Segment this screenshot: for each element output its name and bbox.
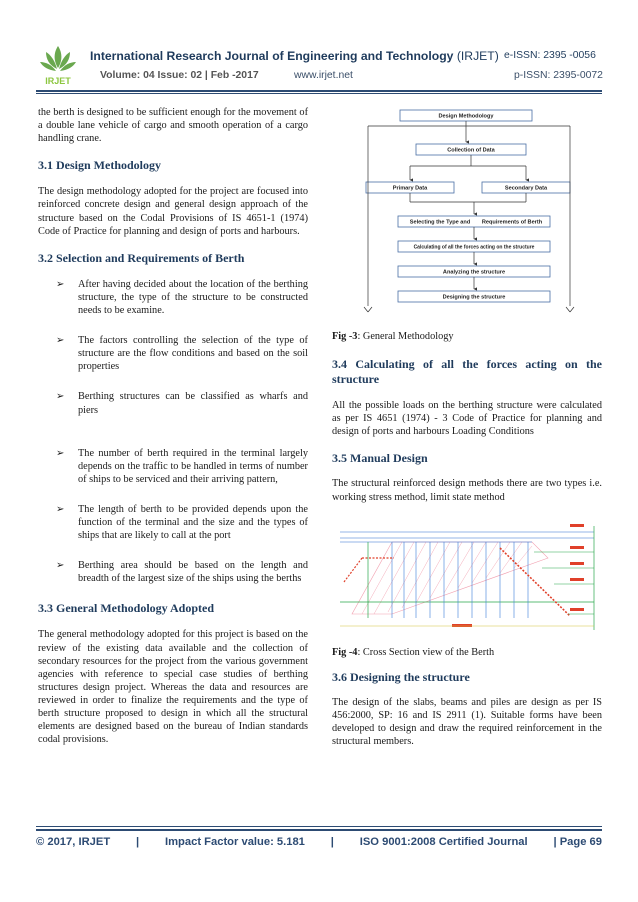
berth-cross-section <box>332 518 600 636</box>
section-3-5-title: 3.5 Manual Design <box>332 451 428 466</box>
right-column-lower <box>332 646 602 749</box>
section-3-5-text: The structural reinforced design methods there are two types i.e. working stress method, limit state method <box>332 478 602 503</box>
section-3-2-title: 3.2 Selection and Requirements of Berth <box>38 250 245 265</box>
svg-text:Design Methodology: Design Methodology <box>438 113 494 120</box>
section-3-3-title: 3.3 General Methodology Adopted <box>38 601 214 616</box>
page-number: | Page 69 <box>553 836 602 848</box>
right-column <box>332 330 602 504</box>
svg-text:Selecting the Type and: Selecting the Type and <box>409 219 471 226</box>
intro-paragraph: the berth is designed to be sufficient enough for the movement of a double lane vehicle of cargo and smooth operation of a cargo handling crane. <box>38 107 308 145</box>
section-3-6-text: The design of the slabs, beams and piles are design as per IS 456:2000, SP: 16 and IS 2911 (1). Suitable forms have been developed to design and draw the required reinforcement in the structural members. <box>332 697 602 748</box>
list-item: ➢ The number of berth required in the terminal largely depends on the traffic to be handled in terms of number of ships to be serviced and their arriving pattern, <box>38 447 308 486</box>
svg-text:Primary Data: Primary Data <box>392 185 428 192</box>
header-rule-thin <box>36 93 602 94</box>
svg-text:Collection of Data: Collection of Data <box>447 147 495 154</box>
footer-separator: | <box>330 836 334 848</box>
footer-separator: | <box>136 836 140 848</box>
journal-name: International Research Journal of Engineering and Technology <box>90 49 454 63</box>
pissn: p-ISSN: 2395-0072 <box>514 70 603 81</box>
list-item: ➢ Berthing area should be based on the length and breadth of the largest size of the ships using the berths <box>38 559 308 585</box>
methodology-flowchart <box>332 106 602 316</box>
svg-text:IRJET: IRJET <box>45 76 71 86</box>
website-link[interactable]: www.irjet.net <box>294 70 353 81</box>
section-3-6-title: 3.6 Designing the structure <box>332 670 470 685</box>
section-3-1-text: The design methodology adopted for the project are focused into reinforced concrete design and general design approach of the structure based on the Codal Provisions of IS 4651-1 (1974) Code of Practice for planning and design of ports and harbours. <box>38 186 308 237</box>
header-rule <box>36 90 602 92</box>
page-footer <box>36 836 602 848</box>
footer-rule <box>36 829 602 831</box>
iso-certification: ISO 9001:2008 Certified Journal <box>359 836 528 848</box>
list-item: ➢ Berthing structures can be classified as wharfs and piers <box>38 390 308 416</box>
volume-issue: Volume: 04 Issue: 02 | Feb -2017 <box>100 70 259 81</box>
left-column <box>38 106 308 746</box>
list-item: ➢ The factors controlling the selection of the type of structure are the flow conditions and based on the soil properties <box>38 334 308 373</box>
fig3-caption: Fig -3: General Methodology <box>332 331 454 342</box>
journal-abbr: (IRJET) <box>456 49 499 63</box>
berth-bullet-list <box>38 278 308 586</box>
section-3-4-text: All the possible loads on the berthing structure were calculated as per IS 4651 (1974) - 3 Code of Practice for planning and design of ports and harbours Loading Conditions <box>332 400 602 438</box>
impact-factor: Impact Factor value: 5.181 <box>165 836 305 848</box>
svg-text:Secondary Data: Secondary Data <box>504 185 548 192</box>
svg-text:Analyzing the structure: Analyzing the structure <box>442 269 506 276</box>
svg-text:Designing the structure: Designing the structure <box>442 294 506 301</box>
list-item: ➢ After having decided about the location of the berthing structure, the type of the structure to be constructed needs to be examine. <box>38 278 308 317</box>
fig4-caption: Fig -4: Cross Section view of the Berth <box>332 647 495 658</box>
section-3-1-title: 3.1 Design Methodology <box>38 158 161 173</box>
copyright: © 2017, IRJET <box>36 836 111 848</box>
eissn: e-ISSN: 2395 -0056 <box>504 50 596 61</box>
svg-text:Requirements of Berth: Requirements of Berth <box>481 219 543 226</box>
section-3-4-title: 3.4 Calculating of all the forces acting on the structure <box>332 357 602 387</box>
list-item: ➢ The length of berth to be provided depends upon the function of the terminal and the size and the types of ships that are likely to call at the port <box>38 503 308 542</box>
journal-logo <box>38 44 78 88</box>
svg-text:Calculating of all the forces: Calculating of all the forces acting on the structure <box>413 244 535 251</box>
footer-rule-thin <box>36 826 602 827</box>
journal-title <box>90 49 499 63</box>
section-3-3-text: The general methodology adopted for this project is based on the review of the existing data available and the collection of secondary resources for the project from the various government agencies with reference to special case studies of berthing structures design project. Whereas the data and resources are reviewed in order to finalize the requirements and the type of berth structure proposed to design in which all the structural elements are designed based on the bureau of Indian standards codal provisions. <box>38 629 308 746</box>
